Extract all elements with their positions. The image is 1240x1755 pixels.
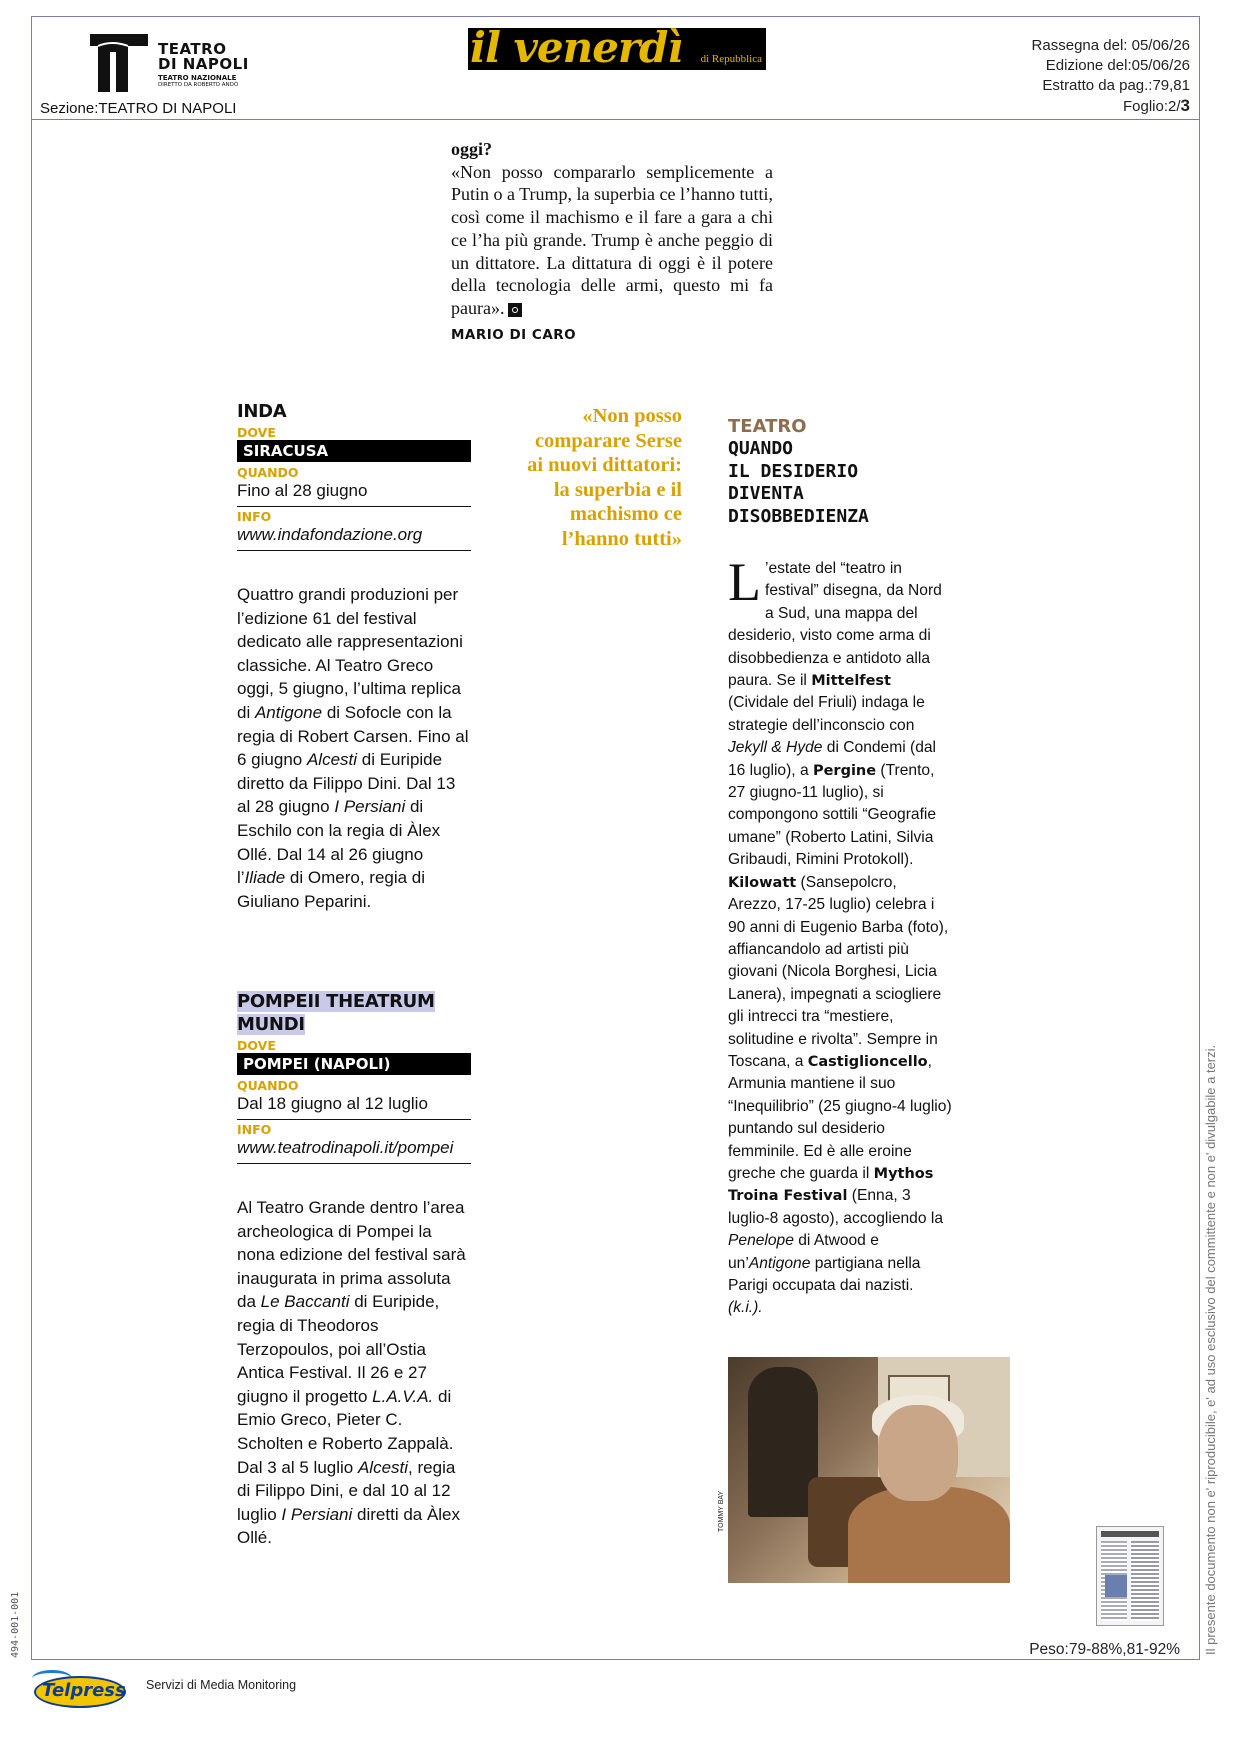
inda-body-title: I Persiani [334, 797, 406, 817]
pompeii-title-line-2: MUNDI [237, 1014, 305, 1035]
show-title: Jekyll & Hyde [728, 739, 823, 757]
pompeii-body-text: di Emio Greco, Pieter C. Scholten e Roberto Zappalà. Dal 3 al 5 luglio [237, 1386, 454, 1477]
logo-line-3: TEATRO NAZIONALE [158, 74, 237, 82]
quote-body [451, 161, 773, 320]
estratto-pages: Estratto da pag.:79,81 [1042, 77, 1190, 94]
inda-body-text: Quattro grandi produzioni per l’edizione 61 del festival dedicato alle rappresentazioni classiche. Al Teatro Greco oggi, 5 giugno, l’ultima replica di [237, 585, 463, 722]
pompeii-title [237, 990, 471, 1036]
pompeii-body-text: diretti da Àlex Ollé. [237, 1504, 461, 1548]
body-text: (Cividale del Friuli) indaga le strategie dell’inconscio con [728, 694, 925, 734]
body-text: , Armunia mantiene il suo “Inequilibrio” (25 giugno-4 luglio) puntando sul desiderio femminile. Ed è alle eroine greche che guarda il [728, 1052, 952, 1182]
teatro-article [728, 416, 952, 1320]
teatro-kicker: TEATRO [728, 416, 807, 437]
pompeii-quando-label: QUANDO [237, 1078, 299, 1093]
body-text: (Trento, 27 giugno-11 luglio), si compongono sottili “Geografie umane” (Roberto Latini, Silvia Gribaudi, Rimini Protokoll). [728, 761, 937, 869]
end-of-article-icon [508, 303, 522, 317]
interview-quote [451, 138, 773, 346]
festival-name: Mythos Troina Festival [728, 1165, 934, 1205]
servizi-label: Servizi di Media Monitoring [146, 1678, 297, 1692]
pompeii-info-link[interactable]: www.teatrodinapoli.it/pompei [237, 1137, 471, 1164]
headline-line-3: DIVENTA [728, 483, 804, 504]
peso-label: Peso:79-88%,81-92% [1029, 1641, 1180, 1658]
photo-face [878, 1405, 958, 1501]
inda-dove-value: SIRACUSA [237, 440, 471, 462]
inda-body-text: di Eschilo con la regia di Àlex Ollé. Dal 14 al 26 giugno l’ [237, 797, 441, 888]
foglio-number [1032, 96, 1190, 117]
inda-body-text: di Euripide diretto da Filippo Dini. Dal 13 al 28 giugno [237, 750, 456, 817]
inda-body-title: Iliade [244, 868, 286, 888]
pompeii-body-text: di Euripide, regia di Theodoros Terzopoulos, poi all’Ostia Antica Festival. Il 26 e 27 giugno il progetto [237, 1292, 440, 1406]
thumb-column [1131, 1541, 1159, 1621]
logo-line-2: DI NAPOLI [158, 55, 249, 73]
festival-name: Pergine [812, 762, 877, 779]
pull-quote: «Non posso comparare Serse ai nuovi dittatori: la superbia e il machismo ce l’hanno tutti» [527, 405, 682, 550]
logo-line-4: DIRETTO DA ROBERTO ANDÒ [158, 82, 239, 88]
pompeii-body-title: L.A.V.A. [372, 1386, 434, 1406]
masthead-logo [468, 23, 766, 72]
pompeii-info-label: INFO [237, 1122, 272, 1137]
pompeii-body [237, 1196, 471, 1550]
quote-question: oggi? [451, 139, 493, 159]
masthead-title: il venerdì [470, 23, 683, 72]
telpress-logo [30, 1670, 130, 1712]
pompeii-title-line-1: POMPEII THEATRUM [237, 991, 435, 1012]
logo-line-1: TEATRO [158, 40, 227, 58]
press-meta [1032, 36, 1190, 117]
body-text: ’estate del “teatro in festival” disegna, da Nord a Sud, una mappa del desiderio, visto come arma di disobbedienza e antidoto alla paura. Se il [728, 560, 942, 690]
inda-quando-value: Fino al 28 giugno [237, 480, 471, 507]
rassegna-date: Rassegna del: 05/06/26 [1031, 37, 1190, 54]
show-title: Antigone [748, 1254, 811, 1272]
inda-body-title: Antigone [254, 702, 323, 722]
header-rule [31, 119, 1200, 120]
body-text: partigiana nella Parigi occupata dai nazisti. [728, 1254, 921, 1294]
foglio-prefix: Foglio:2/ [1122, 98, 1181, 115]
sezione-label: Sezione:TEATRO DI NAPOLI [40, 100, 237, 117]
body-text: di Condemi (dal 16 luglio), a [728, 739, 937, 779]
inda-body-text: di Omero, regia di Giuliano Peparini. [237, 868, 426, 911]
inda-info-label: INFO [237, 509, 272, 524]
teatro-di-napoli-logo [88, 32, 258, 96]
pompeii-body-title: Le Baccanti [260, 1292, 350, 1312]
body-text: (Sansepolcro, Arezzo, 17-25 luglio) celebra i 90 anni di Eugenio Barba (foto), affiancandolo ad artisti più giovani (Nicola Borghesi, Licia Lanera), impegnati a sciogliere gli intrecci tra “mestiere, solitudine e rivolta”. Sempre in Toscana, a [728, 873, 949, 1070]
festival-name: Castiglioncello [807, 1053, 928, 1070]
pompeii-body-text: , regia di Filippo Dini, e dal 10 al 12 luglio [237, 1457, 456, 1524]
teatro-body [728, 552, 952, 1320]
pompeii-dove-label: DOVE [237, 1038, 276, 1053]
teatro-headline [728, 438, 952, 528]
teatro-logo-icon [88, 32, 150, 94]
document-code: 494-001-001 [10, 1591, 21, 1658]
body-text: di Atwood e un’ [728, 1232, 879, 1272]
inda-body-title: Alcesti [306, 750, 358, 770]
copyright-note: Il presente documento non e' riproducibile, e' ad uso esclusivo del committente e non e' divulgabile a terzi. [1203, 1044, 1218, 1655]
inda-quando-label: QUANDO [237, 465, 299, 480]
drop-cap: L [728, 552, 761, 612]
quote-text: «Non posso compararlo semplicemente a Putin o a Trump, la superbia ce l’hanno tutti, così come il machismo e il fare a gara a chi ce l’ha più grande. Trump è anche peggio di un dittatore. La dittatura di oggi è il potere della tecnologia delle armi, questo mi fa paura». [451, 161, 773, 318]
pompeii-dove-value: POMPEI (NAPOLI) [237, 1053, 471, 1075]
photo-credit: TOMMY BAY [718, 1490, 725, 1532]
pompeii-body-title: I Persiani [281, 1504, 353, 1524]
edizione-date: Edizione del:05/06/26 [1045, 57, 1190, 74]
thumb-image [1105, 1575, 1127, 1597]
pompeii-body-title: Alcesti [357, 1457, 409, 1477]
masthead-subtitle: di Repubblica [700, 53, 762, 65]
pompeii-body-text: Al Teatro Grande dentro l’area archeologica di Pompei la nona edizione del festival sarà inaugurata in prima assoluta da [237, 1198, 466, 1312]
inda-box [237, 400, 471, 913]
author-initials: (k.i.). [728, 1299, 763, 1317]
body-text: (Enna, 3 luglio-8 agosto), accogliendo la [728, 1187, 943, 1227]
festival-name: Kilowatt [728, 874, 797, 891]
headline-line-2: IL DESIDERIO [728, 460, 859, 482]
inda-info-link[interactable]: www.indafondazione.org [237, 524, 471, 551]
festival-name: Mittelfest [811, 673, 891, 690]
inda-title: INDA [237, 401, 287, 422]
pompeii-box [237, 990, 471, 1550]
inda-body [237, 583, 471, 913]
inda-body-text: di Sofocle con la regia di Robert Carsen. Fino al 6 giugno [237, 702, 469, 770]
inda-dove-label: DOVE [237, 425, 276, 440]
show-title: Penelope [728, 1232, 794, 1250]
headline-line-1: QUANDO [728, 438, 794, 459]
foglio-total: 3 [1180, 96, 1190, 115]
eugenio-barba-photo [728, 1357, 1010, 1583]
thumb-header [1101, 1531, 1159, 1537]
telpress-text: Telpress [42, 1680, 126, 1701]
page-thumbnail[interactable] [1096, 1526, 1164, 1626]
quote-author: MARIO DI CARO [451, 326, 577, 343]
logo-text [158, 42, 249, 89]
pompeii-quando-value: Dal 18 giugno al 12 luglio [237, 1093, 471, 1120]
headline-line-4: DISOBBEDIENZA [728, 505, 869, 527]
photo-figure [848, 1487, 1010, 1583]
